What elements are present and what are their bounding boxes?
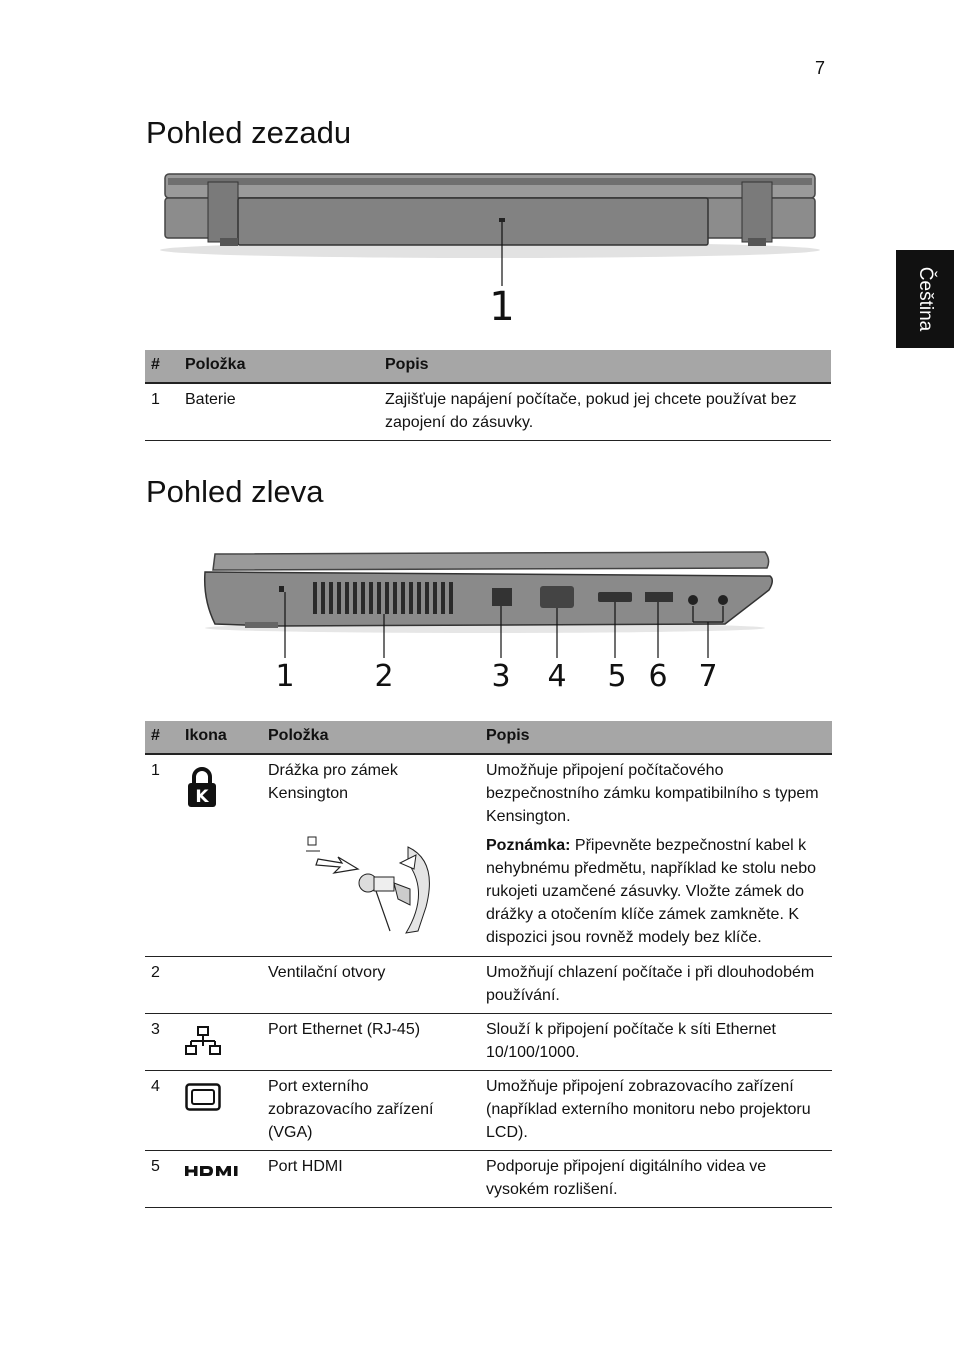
note	[486, 834, 828, 949]
left-callout-5: 5	[607, 659, 627, 694]
note-text: Připevněte bezpečnostní kabel k nehybnému předmětu, například ke stolu nebo rukojeti uzamčené zásuvky. Vložte zámek do drážky a otočením klíče zámek zamkněte. K dispozici jsou rovněž modely bez klíče.	[486, 837, 816, 946]
table-row	[145, 1014, 832, 1071]
note-label: Poznámka:	[486, 837, 571, 854]
page-number: 7	[815, 58, 826, 78]
left-view-heading: Pohled zleva	[146, 474, 324, 509]
rear-view-heading: Pohled zezadu	[146, 115, 352, 150]
col-header-description: Popis	[480, 721, 832, 754]
left-callout-2: 2	[374, 659, 394, 694]
laptop-left-view-image	[195, 540, 785, 695]
table-row	[145, 1151, 832, 1208]
laptop-rear-view-image	[150, 168, 840, 328]
col-header-number: #	[145, 350, 179, 383]
row-number: 4	[145, 1071, 179, 1151]
col-header-item: Položka	[179, 350, 379, 383]
left-callout-7: 7	[698, 659, 718, 694]
row-number: 5	[145, 1151, 179, 1208]
row-description: Slouží k připojení počítače k síti Ethernet 10/100/1000.	[480, 1014, 832, 1071]
language-tab-label: Čeština	[915, 266, 937, 332]
left-view-table	[145, 721, 832, 1208]
row-description: Umožňuje připojení počítačového bezpečnostního zámku kompatibilního s typem Kensington.	[486, 762, 819, 825]
lock-attach-illustration	[298, 833, 448, 943]
row-item: Drážka pro zámek Kensington	[268, 762, 398, 802]
table-row	[145, 383, 831, 441]
row-item: Port externího zobrazovacího zařízení (VGA)	[262, 1071, 480, 1151]
col-header-description: Popis	[379, 350, 831, 383]
table-row	[145, 1071, 832, 1151]
row-description: Umožňují chlazení počítače i při dlouhodobém používání.	[480, 957, 832, 1014]
hdmi-icon	[185, 1163, 247, 1179]
row-description: Podporuje připojení digitálního videa ve vysokém rozlišení.	[480, 1151, 832, 1208]
row-number: 3	[145, 1014, 179, 1071]
row-item: Ventilační otvory	[262, 957, 480, 1014]
rear-callout-1: 1	[489, 284, 515, 328]
row-item: Port Ethernet (RJ-45)	[262, 1014, 480, 1071]
language-tab	[896, 250, 954, 348]
row-description: Zajišťuje napájení počítače, pokud jej chcete používat bez zapojení do zásuvky.	[379, 383, 831, 441]
left-callout-3: 3	[491, 659, 511, 694]
row-item: Baterie	[179, 383, 379, 441]
row-number: 2	[145, 957, 179, 1014]
row-item: Port HDMI	[262, 1151, 480, 1208]
ethernet-icon	[185, 1026, 221, 1056]
col-header-item: Položka	[262, 721, 480, 754]
left-callout-1: 1	[275, 659, 295, 694]
col-header-number: #	[145, 721, 179, 754]
left-callout-6: 6	[648, 659, 668, 694]
kensington-lock-icon	[185, 765, 219, 809]
left-callout-4: 4	[547, 659, 567, 694]
rear-view-table	[145, 350, 831, 441]
row-number: 1	[145, 383, 179, 441]
col-header-icon: Ikona	[179, 721, 262, 754]
svg-text:K: K	[195, 787, 209, 807]
row-description: Umožňuje připojení zobrazovacího zařízení (například externího monitoru nebo projektoru LCD).	[480, 1071, 832, 1151]
vga-icon	[185, 1083, 221, 1113]
row-number: 1	[145, 754, 179, 957]
table-row	[145, 754, 832, 957]
table-row	[145, 957, 832, 1014]
